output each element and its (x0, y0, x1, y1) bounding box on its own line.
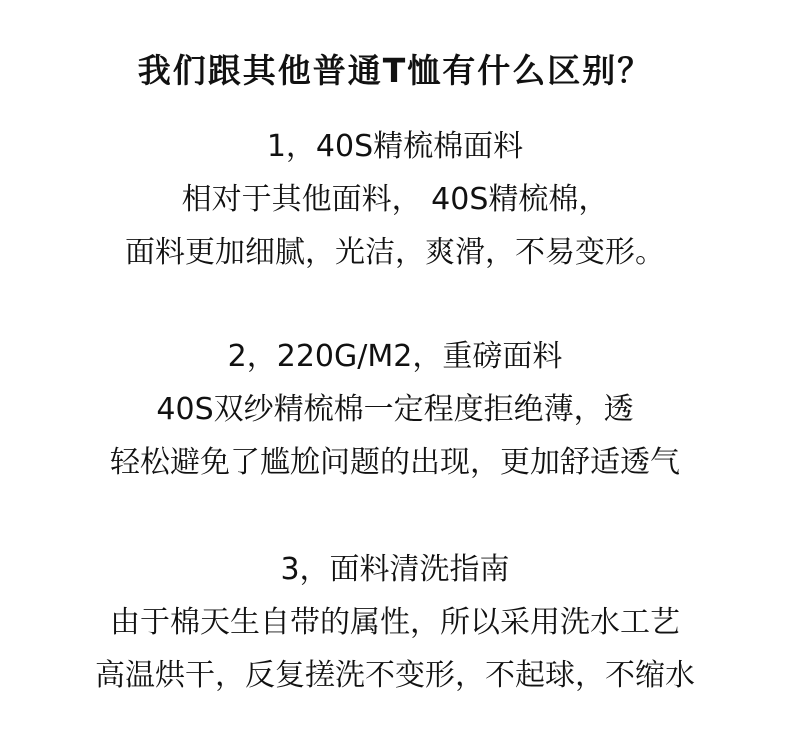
page-title: 我们跟其他普通T恤有什么区别？ (137, 51, 653, 90)
section-heading: 2，220G/M2，重磅面料 (227, 339, 563, 374)
section-line: 高温烘干，反复搓洗不变形，不起球，不缩水 (95, 658, 695, 693)
section-fabric (0, 120, 790, 279)
section-washing-guide (0, 543, 790, 702)
section-line: 40S双纱精梳棉一定程度拒绝薄，透 (156, 392, 634, 427)
section-line: 相对于其他面料， 40S精梳棉， (181, 182, 609, 217)
section-line: 面料更加细腻，光洁，爽滑，不易变形。 (125, 235, 665, 270)
section-heading: 3，面料清洗指南 (280, 552, 510, 587)
section-line: 轻松避免了尴尬问题的出现，更加舒适透气 (110, 445, 680, 480)
section-line: 由于棉天生自带的属性，所以采用洗水工艺 (110, 605, 680, 640)
section-weight (0, 330, 790, 489)
section-heading: 1，40S精梳棉面料 (266, 129, 524, 164)
